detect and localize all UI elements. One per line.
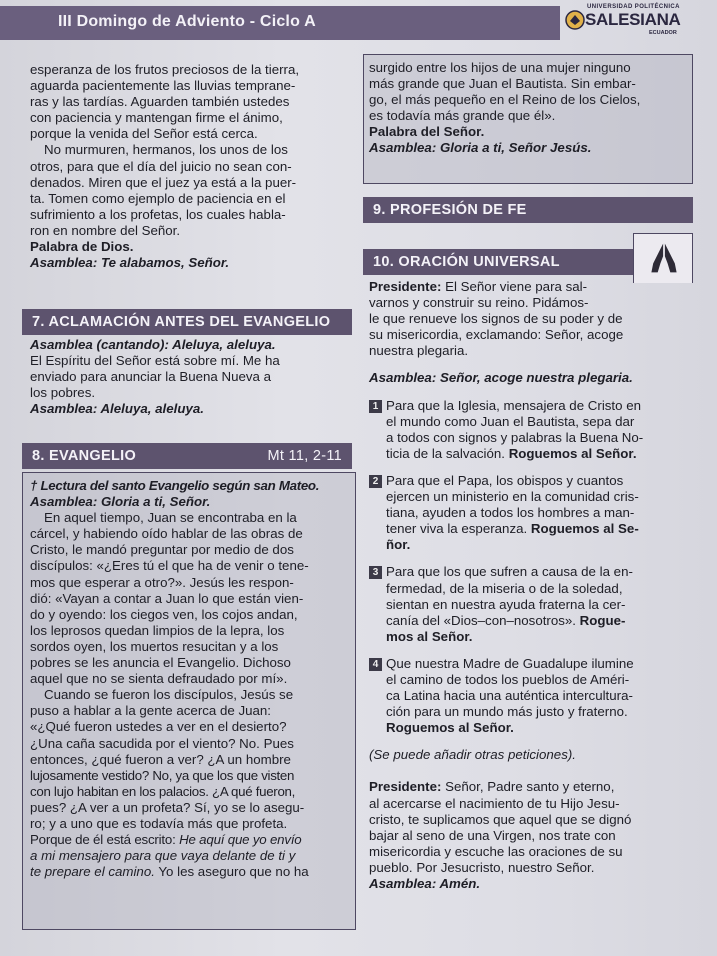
- evangelio-line: go, el más pequeño en el Reino de los Cielos,: [369, 92, 641, 108]
- evangelio-line: entonces, ¿qué fueron a ver? ¿A un hombre: [30, 751, 291, 767]
- peticion-response: Roguemos al Señor.: [508, 445, 637, 461]
- aclamacion-line: enviado para anunciar la Buena Nueva a: [30, 369, 271, 385]
- escrito-text: Porque de él está escrito:: [30, 832, 180, 848]
- peticion-number: 1: [369, 400, 382, 413]
- palabra-de-dios: Palabra de Dios.: [30, 239, 134, 255]
- spacer: [369, 462, 691, 473]
- peticion-number: 4: [369, 658, 382, 671]
- evangelio-line: puso a hablar a la gente acerca de Juan:: [30, 703, 271, 719]
- peticion-line: ca Latina hacia una auténtica intercultura-: [386, 688, 633, 704]
- lectura-line: esperanza de los frutos preciosos de la tierra,: [30, 62, 300, 77]
- evangelio-line: a mi mensajero para que vaya delante de ti y: [30, 848, 296, 864]
- section-heading: 7. ACLAMACIÓN ANTES DEL EVANGELIO: [32, 314, 331, 330]
- peticion-line: ción para un mundo más justo y fraterno.: [386, 704, 628, 720]
- evangelio-line: pobres se les anuncia el Evangelio. Dichoso: [30, 655, 291, 671]
- lectura-line: porque la venida del Señor está cerca.: [30, 126, 258, 142]
- peticion-line: el camino de todos los pueblos de Améri-: [386, 671, 630, 687]
- evangelio-line: ¿Una caña sacudida por el viento? No. Pues: [30, 735, 294, 751]
- nota-peticiones: (Se puede añadir otras peticiones).: [369, 747, 576, 763]
- oracion-final-line: misericordia y escuche las oraciones de su: [369, 843, 623, 859]
- presidente-intro: [369, 279, 691, 295]
- section-evangelio: [22, 443, 352, 469]
- presidente-label: Presidente:: [369, 279, 442, 294]
- oracion-block: [369, 279, 691, 892]
- peticion-text: canía del «Dios–con–nosotros».: [386, 612, 580, 628]
- lectura-line: otros, para que el día del juicio no sean con-: [30, 158, 292, 174]
- peticion-line: Para que el Papa, los obispos y cuantos: [386, 472, 624, 488]
- peticion-text: tener viva la esperanza.: [386, 521, 531, 537]
- spacer: [369, 736, 691, 747]
- prepare-quote: te prepare el camino.: [30, 864, 155, 880]
- logo-university-text: UNIVERSIDAD POLITÉCNICA: [587, 4, 680, 10]
- evangelio-line: con lujo habitan en los palacios. ¿A qué fueron,: [30, 783, 296, 799]
- peticion-response: Roguemos al Se-: [530, 521, 639, 537]
- spacer: [369, 387, 691, 398]
- peticion-response: Roguemos al Señor.: [386, 720, 514, 736]
- lectura-line: ta. Tomen como ejemplo de paciencia en el: [30, 190, 286, 206]
- evangelio-line: En aquel tiempo, Juan se encontraba en la: [44, 510, 297, 526]
- peticion-line: Para que los que sufren a causa de la en-: [386, 564, 633, 580]
- oracion-line: varnos y construir su reino. Pidámos-: [369, 295, 589, 311]
- spacer: [369, 763, 691, 779]
- evangelio-line: lujosamente vestido? No, ya que los que visten: [30, 767, 295, 783]
- asamblea-gloria-jesus: Asamblea: Gloria a ti, Señor Jesús.: [369, 140, 592, 156]
- peticion-number: 2: [369, 475, 382, 488]
- presidente-final: [369, 779, 691, 795]
- spacer: [369, 359, 691, 370]
- peticion-line: [386, 446, 691, 462]
- aclamacion-line: El Espíritu del Señor está sobre mí. Me ha: [30, 353, 280, 369]
- header-title: III Domingo de Adviento - Ciclo A: [58, 13, 316, 30]
- oracion-line: nuestra plegaria.: [369, 343, 469, 359]
- peticion-number: 3: [369, 566, 382, 579]
- evangelio-line: sordos oyen, los muertos resucitan y a los: [30, 638, 279, 654]
- logo-country: ECUADOR: [649, 30, 677, 36]
- peticion-line: a todos con signos y palabras la Buena No-: [386, 429, 644, 445]
- oracion-final-line: al acercarse el nacimiento de tu Hijo Jesu-: [369, 795, 620, 811]
- praying-hands-icon: [646, 238, 682, 278]
- escrito-quote: He aquí que yo envío: [179, 832, 302, 848]
- evangelio-line: [30, 832, 350, 848]
- evangelio-lectura: † Lectura del santo Evangelio según san Mateo.: [30, 478, 320, 493]
- asamblea-response: Asamblea: Te alabamos, Señor.: [30, 255, 230, 271]
- aclamacion-block: [30, 337, 350, 417]
- oracion-final-line: cristo, te suplicamos que aquel que se dignó: [369, 811, 632, 827]
- section-heading: 8. EVANGELIO: [32, 448, 137, 464]
- evangelio-line: do y oyendo: los ciegos ven, los cojos andan,: [30, 606, 298, 622]
- peticion-line: tiana, ayuden a todos los hombres a man-: [386, 505, 635, 521]
- lectura-line: denados. Miren que el juez ya está a la puer-: [30, 174, 297, 190]
- asamblea-gloria: Asamblea: Gloria a ti, Señor.: [30, 494, 211, 510]
- evangelio-line: Cuando se fueron los discípulos, Jesús se: [44, 687, 294, 703]
- evangelio-line: aquel que no se sienta defraudado por mí».: [30, 671, 288, 687]
- presidente-text: El Señor viene para sal-: [441, 279, 588, 294]
- peticion-line: sientan en nuestra ayuda fraterna la cer-: [386, 596, 626, 612]
- section-aclamacion: [22, 309, 352, 335]
- section-oracion: [363, 249, 633, 275]
- evangelio-continuation: [369, 60, 689, 157]
- evangelio-line: más grande que Juan el Bautista. Sin embar-: [369, 76, 636, 92]
- prepare-text: Yo les aseguro que no ha: [154, 864, 309, 880]
- logo-emblem-icon: [565, 10, 585, 30]
- evangelio-line: cárcel, y habiendo oído hablar de las obras de: [30, 526, 303, 542]
- palabra-del-senor: Palabra del Señor.: [369, 124, 485, 140]
- lectura-line: con paciencia y mantengan firme el ánimo,: [30, 110, 283, 126]
- section-profesion: [363, 197, 693, 223]
- peticion-line: Que nuestra Madre de Guadalupe ilumine: [386, 655, 634, 671]
- evangelio-line: surgido entre los hijos de una mujer ninguno: [369, 60, 631, 75]
- asamblea-aleluya: Asamblea: Aleluya, aleluya.: [30, 401, 204, 417]
- evangelio-line: mos que esperar a otro?». Jesús les respon-: [30, 574, 294, 590]
- evangelio-line: los leprosos quedan limpios de la lepra, los: [30, 622, 285, 638]
- asamblea-plegaria: Asamblea: Señor, acoge nuestra plegaria.: [369, 370, 633, 386]
- evangelio-line: dió: «Vayan a contar a Juan lo que están vien-: [30, 590, 304, 606]
- section-heading: 10. ORACIÓN UNIVERSAL: [373, 254, 560, 270]
- evangelio-line: Cristo, le mandó preguntar por medio de dos: [30, 542, 294, 558]
- logo-name: SALESIANA: [585, 10, 681, 29]
- spacer: [369, 553, 691, 564]
- oracion-final-line: pueblo. Por Jesucristo, nuestro Señor.: [369, 859, 595, 875]
- peticion-text: ticia de la salvación.: [386, 445, 509, 461]
- lectura-line: sufrimiento a los profetas, los cuales habla-: [30, 206, 286, 222]
- peticion-line: [386, 613, 691, 629]
- evangelio-line: ro; y a uno que es todavía más que profeta.: [30, 815, 288, 831]
- lectura-line: ron en nombre del Señor.: [30, 222, 181, 238]
- evangelio-line: discípulos: «¿Eres tú el que ha de venir o tene-: [30, 558, 309, 574]
- presidente-label: Presidente:: [369, 779, 442, 795]
- asamblea-cantando: Asamblea (cantando): Aleluya, aleluya.: [30, 337, 276, 352]
- evangelio-line: «¿Qué fueron ustedes a ver en el desierto?: [30, 719, 287, 735]
- spacer: [369, 645, 691, 656]
- peticion-response: ñor.: [386, 537, 411, 553]
- peticion-response: mos al Señor.: [386, 628, 473, 644]
- peticion-line: el mundo como Juan el Bautista, sepa dar: [386, 413, 635, 429]
- lectura-block: [30, 62, 350, 271]
- oracion-icon-box: [633, 233, 693, 283]
- evangelio-line: [30, 864, 350, 880]
- section-heading: 9. PROFESIÓN DE FE: [373, 202, 527, 218]
- evangelio-reference: Mt 11, 2-11: [267, 448, 342, 464]
- presidente-text: Señor, Padre santo y eterno,: [441, 779, 615, 795]
- peticion-item: [369, 564, 691, 644]
- university-logo: [565, 4, 715, 38]
- aclamacion-line: los pobres.: [30, 385, 96, 401]
- peticion-line: Para que la Iglesia, mensajera de Cristo en: [386, 397, 641, 413]
- peticion-item: [369, 398, 691, 462]
- lectura-line: aguarda pacientemente las lluvias temprane-: [30, 78, 296, 94]
- peticion-item: [369, 473, 691, 553]
- lectura-line: No murmuren, hermanos, los unos de los: [44, 142, 288, 158]
- lectura-line: ras y las tardías. Aguarden también ustedes: [30, 94, 290, 110]
- oracion-final-line: bajar al seno de una Virgen, nos trate con: [369, 827, 616, 843]
- oracion-line: su misericordia, exclamando: Señor, acoge: [369, 327, 624, 343]
- asamblea-amen: Asamblea: Amén.: [369, 876, 481, 891]
- peticion-line: [386, 521, 691, 537]
- peticion-line: fermedad, de la miseria o de la soledad,: [386, 580, 623, 596]
- header-bar: [0, 6, 560, 40]
- oracion-line: le que renueve los signos de su poder y de: [369, 311, 623, 327]
- peticion-line: ejercen un ministerio en la comunidad cris-: [386, 489, 639, 505]
- evangelio-line: es todavía más grande que él».: [369, 108, 556, 124]
- evangelio-block: [30, 478, 350, 880]
- evangelio-line: pues? ¿A ver a un profeta? Sí, yo se lo asegu-: [30, 799, 305, 815]
- peticion-response: Rogue-: [579, 612, 626, 628]
- peticion-item: [369, 656, 691, 736]
